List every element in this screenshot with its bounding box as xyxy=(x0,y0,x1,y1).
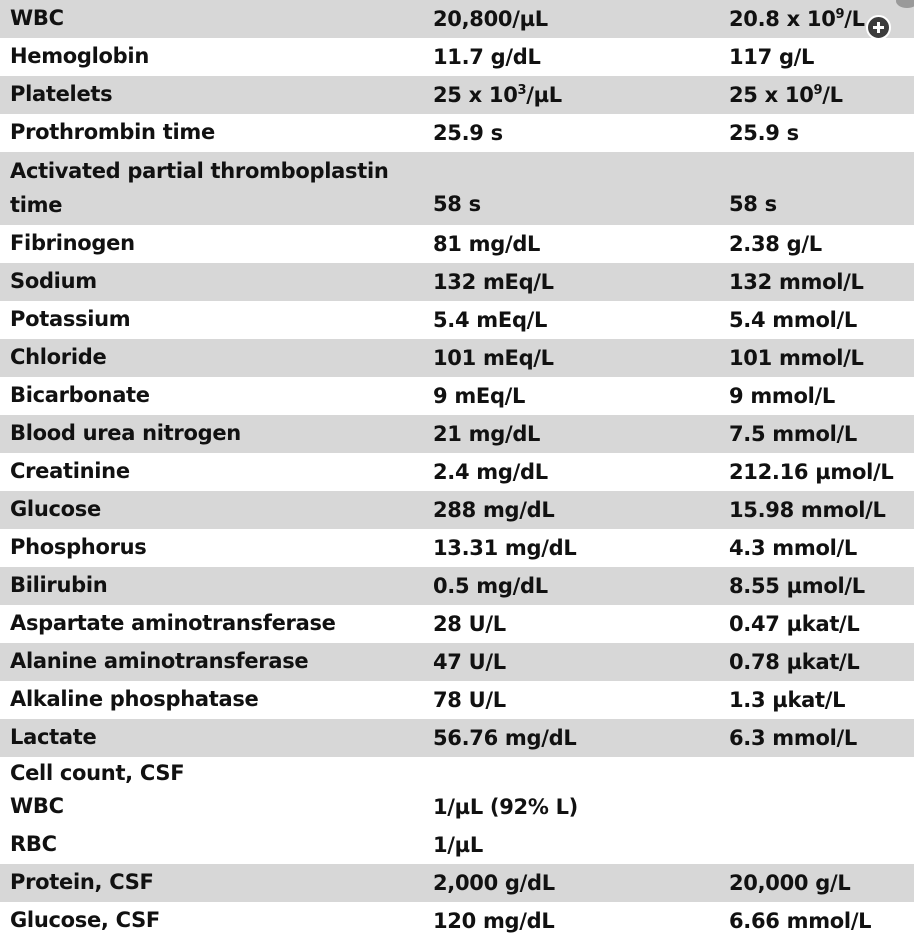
conventional-value: 5.4 mEq/L xyxy=(433,308,548,332)
table-row xyxy=(0,415,914,453)
test-name: Glucose, CSF xyxy=(10,908,160,932)
conventional-value: 21 mg/dL xyxy=(433,422,541,446)
conventional-value: 120 mg/dL xyxy=(433,909,555,933)
test-name: WBC xyxy=(10,6,64,30)
plus-circle-icon xyxy=(872,21,885,34)
test-name: Protein, CSF xyxy=(10,870,154,894)
conventional-value: 1/µL (92% L) xyxy=(433,795,578,819)
table-row xyxy=(0,757,914,788)
test-name: Activated partial thromboplastin time xyxy=(10,159,389,217)
table-row xyxy=(0,76,914,114)
table-row xyxy=(0,529,914,567)
table-row xyxy=(0,719,914,757)
table-row xyxy=(0,605,914,643)
test-name: Platelets xyxy=(10,82,113,106)
table-row xyxy=(0,453,914,491)
test-name: Bicarbonate xyxy=(10,383,150,407)
conventional-value: 0.5 mg/dL xyxy=(433,574,548,598)
test-name: WBC xyxy=(10,794,64,818)
table-row xyxy=(0,681,914,719)
conventional-value: 58 s xyxy=(433,192,481,216)
si-value: 0.78 µkat/L xyxy=(729,650,860,674)
si-value: 6.66 mmol/L xyxy=(729,909,872,933)
test-name: Aspartate aminotransferase xyxy=(10,611,336,635)
si-value: 58 s xyxy=(729,192,777,216)
test-name: Prothrombin time xyxy=(10,120,215,144)
si-value: 25 x $10^9/L$ xyxy=(729,83,843,107)
table-row xyxy=(0,0,914,38)
si-value: 132 mmol/L xyxy=(729,270,864,294)
si-value: 212.16 µmol/L xyxy=(729,460,894,484)
test-name: Alanine aminotransferase xyxy=(10,649,309,673)
table-row xyxy=(0,826,914,864)
si-value: 20.8 x $10^9/L$ xyxy=(729,7,865,31)
si-value: 6.3 mmol/L xyxy=(729,726,857,750)
table-row xyxy=(0,114,914,152)
conventional-value: 101 mEq/L xyxy=(433,346,554,370)
table-row xyxy=(0,864,914,902)
si-value: 25.9 s xyxy=(729,121,799,145)
conventional-value: 56.76 mg/dL xyxy=(433,726,577,750)
test-name: Creatinine xyxy=(10,459,130,483)
table-row xyxy=(0,263,914,301)
si-value: 7.5 mmol/L xyxy=(729,422,857,446)
test-name: Blood urea nitrogen xyxy=(10,421,241,445)
conventional-value: 25.9 s xyxy=(433,121,503,145)
test-name: Fibrinogen xyxy=(10,231,135,255)
table-row xyxy=(0,491,914,529)
test-name: Sodium xyxy=(10,269,97,293)
conventional-value: 20,800/µL xyxy=(433,7,548,31)
conventional-value: 132 mEq/L xyxy=(433,270,554,294)
si-value: 9 mmol/L xyxy=(729,384,835,408)
test-name: Hemoglobin xyxy=(10,44,149,68)
test-name: Potassium xyxy=(10,307,131,331)
table-row xyxy=(0,301,914,339)
conventional-value: 78 U/L xyxy=(433,688,506,712)
test-name: Alkaline phosphatase xyxy=(10,687,259,711)
test-name: Bilirubin xyxy=(10,573,108,597)
si-value: 117 g/L xyxy=(729,45,815,69)
si-value: 2.38 g/L xyxy=(729,232,822,256)
si-value: 0.47 µkat/L xyxy=(729,612,860,636)
conventional-value: 28 U/L xyxy=(433,612,506,636)
table-row xyxy=(0,152,914,225)
test-name: Chloride xyxy=(10,345,107,369)
conventional-value: 47 U/L xyxy=(433,650,506,674)
si-value: 20,000 g/L xyxy=(729,871,851,895)
si-value: 4.3 mmol/L xyxy=(729,536,857,560)
table-row xyxy=(0,567,914,605)
conventional-value: 81 mg/dL xyxy=(433,232,541,256)
table-row xyxy=(0,902,914,940)
table-row xyxy=(0,339,914,377)
conventional-value: 13.31 mg/dL xyxy=(433,536,577,560)
si-value: 8.55 µmol/L xyxy=(729,574,865,598)
table-row xyxy=(0,788,914,826)
test-name: Phosphorus xyxy=(10,535,147,559)
table-row xyxy=(0,225,914,263)
conventional-value: 11.7 g/dL xyxy=(433,45,541,69)
conventional-value: 2,000 g/dL xyxy=(433,871,555,895)
conventional-value: 2.4 mg/dL xyxy=(433,460,548,484)
table-row xyxy=(0,377,914,415)
table-row xyxy=(0,643,914,681)
section-heading: Cell count, CSF xyxy=(10,761,185,785)
si-value: 1.3 µkat/L xyxy=(729,688,846,712)
si-value: 101 mmol/L xyxy=(729,346,864,370)
test-name: Lactate xyxy=(10,725,97,749)
add-button[interactable] xyxy=(866,15,891,40)
table-row xyxy=(0,38,914,76)
conventional-value: 25 x $10^3/\mu L$ xyxy=(433,83,562,107)
si-value: 5.4 mmol/L xyxy=(729,308,857,332)
conventional-value: 288 mg/dL xyxy=(433,498,555,522)
conventional-value: 1/µL xyxy=(433,833,483,857)
conventional-value: 9 mEq/L xyxy=(433,384,526,408)
test-name: Glucose xyxy=(10,497,101,521)
test-name: RBC xyxy=(10,832,57,856)
si-value: 15.98 mmol/L xyxy=(729,498,886,522)
